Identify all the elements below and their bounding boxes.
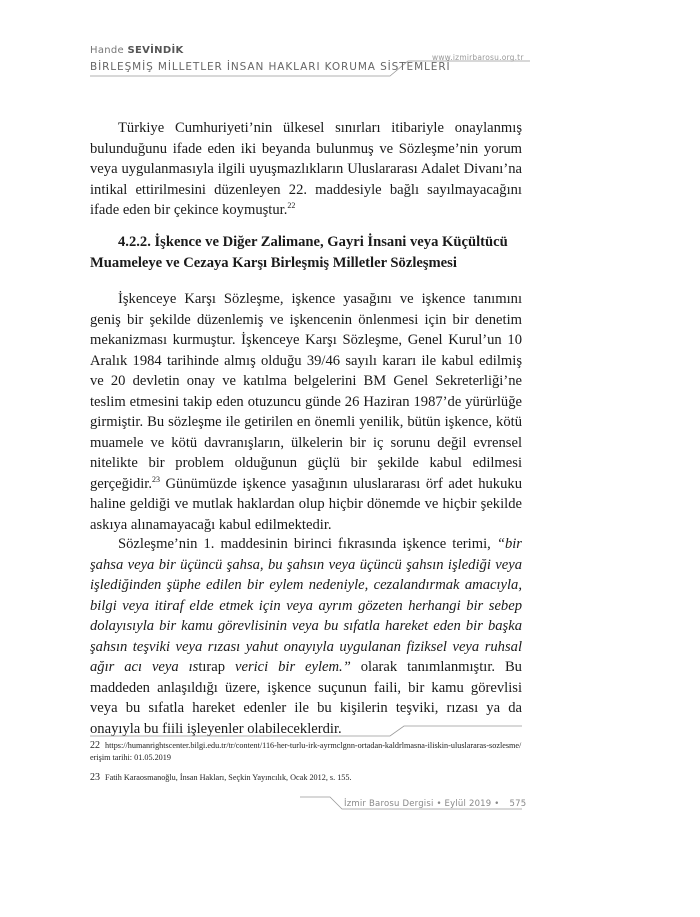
footnote-23-number: 23 xyxy=(90,772,100,783)
header-url[interactable]: www.izmirbarosu.org.tr xyxy=(432,53,524,62)
paragraph-1 xyxy=(90,118,522,221)
section-heading-line-1: 4.2.2. İşkence ve Diğer Zalimane, Gayri İnsani veya Küçültücü xyxy=(118,234,508,250)
paragraph-2-part-2: Günümüzde işkence yasağının uluslararası örf adet hukuku haline geldiği ve mutlak haklardan olup hiçbir dönemde ve hiçbir şekilde askıya alınamayacağı kabul edilmektedir. xyxy=(90,475,522,533)
footnote-22 xyxy=(90,740,522,764)
paragraph-1-text: Türkiye Cumhuriyeti’nin ülkesel sınırları itibariyle onaylanmış bulunduğunu ifade eden iki beyanda bulunmuş ve Sözleşme’nin yorum veya uygulanmasıyla ilgili uyuşmazlıkların Uluslararası Adalet Divanı’na intikal ettirilmesini düzenleyen 22. maddesiyle bağlı sayılmayacağını ifade eden bir çekince koymuştur. xyxy=(90,120,522,218)
author-last-name: SEVİNDİK xyxy=(127,45,184,56)
footnote-23-text: Fatih Karaosmanoğlu, İnsan Hakları, Seçkin Yayıncılık, Ocak 2012, s. 155. xyxy=(105,773,352,782)
paragraph-3 xyxy=(90,534,522,739)
footer-journal: İzmir Barosu Dergisi • Eylül 2019 • xyxy=(344,799,500,809)
paragraph-3-intro: Sözleşme’nin 1. maddesinin birinci fıkrasında işkence terimi, xyxy=(118,536,497,552)
footnote-ref-22[interactable]: 22 xyxy=(287,201,296,211)
paragraph-2-part-1: İşkenceye Karşı Sözleşme, işkence yasağını ve işkence tanımını geniş bir şekilde düzenlemiş ve işkencenin önlenmesi için bir denetim mekanizması kurmuştur. İşkenceye Karşı Sözleşme, Genel Kurul’un 10 Aralık 1984 tarihinde almış olduğu 39/46 sayılı kararı ile kabul edilmiş ve 20 devletin onay ve katılma belgelerini BM Genel Sekreterliği’ne teslim etmesini takip eden otuzuncu günde 26 Haziran 1987’de yürürlüğe girmiştir. Bu sözleşme ile getirilen en önemli yenilik, bütün işkence, kötü muamele ve kötü davranışların, ülkelerin bir iç sorunu değil evrensel nitelikte bir problem olduğunun güçlü bir şekilde kabul edilmesi gerçeğidir. xyxy=(90,291,522,492)
paragraph-3-quote-2: verici bir eylem.” xyxy=(234,659,351,675)
page-number: 575 xyxy=(509,799,527,809)
footnote-rule xyxy=(90,724,522,740)
footnote-23 xyxy=(90,772,522,784)
paragraph-3-quote-1: “bir şahsa veya bir üçüncü şahsa, bu şahsın veya üçüncü şahsın işlediği veya işlediğinden şüphe edilen bir eylem nedeniyle, cezalandırmak amacıyla, bilgi veya itiraf elde etmek için veya ayrım gözeten herhangi bir sebep dolayısıyla bir kamu görevlisinin veya bu sıfatla hareket eden bir başka şahsın teşviki veya rızası yahut onayıyla uygulanan fiziksel veya ruhsal ağır acı veya ıs xyxy=(90,536,522,675)
footnote-22-number: 22 xyxy=(90,740,100,751)
section-heading-line-2: Muameleye ve Cezaya Karşı Birleşmiş Milletler Sözleşmesi xyxy=(90,255,457,271)
footnote-22-text[interactable]: https://humanrightscenter.bilgi.edu.tr/tr/content/116-her-turlu-irk-ayrmclgnn-ortadan-kaldrlmasna-iliskin-uluslararas-sozlesme/ erişim tarihi: 01.05.2019 xyxy=(90,741,522,762)
section-heading xyxy=(90,232,522,274)
paragraph-3-outro: olarak tanımlanmıştır. Bu maddeden anlaşıldığı üzere, işkence suçunun faili, bir kamu görevlisi veya bu sıfatla hareket edenler ile bu kişilerin teşviki, rızası ya da onayıyla bu fiili işleyenler olabileceklerdir. xyxy=(90,659,522,737)
author-first-name: Hande xyxy=(90,45,124,56)
paragraph-2 xyxy=(90,289,522,535)
paragraph-3-mid: tırap xyxy=(198,659,235,675)
footnote-ref-23[interactable]: 23 xyxy=(152,474,160,484)
page-footer xyxy=(344,799,526,809)
header-subtitle: BİRLEŞMİŞ MİLLETLER İNSAN HAKLARI KORUMA SİSTEMLERİ xyxy=(90,61,451,73)
